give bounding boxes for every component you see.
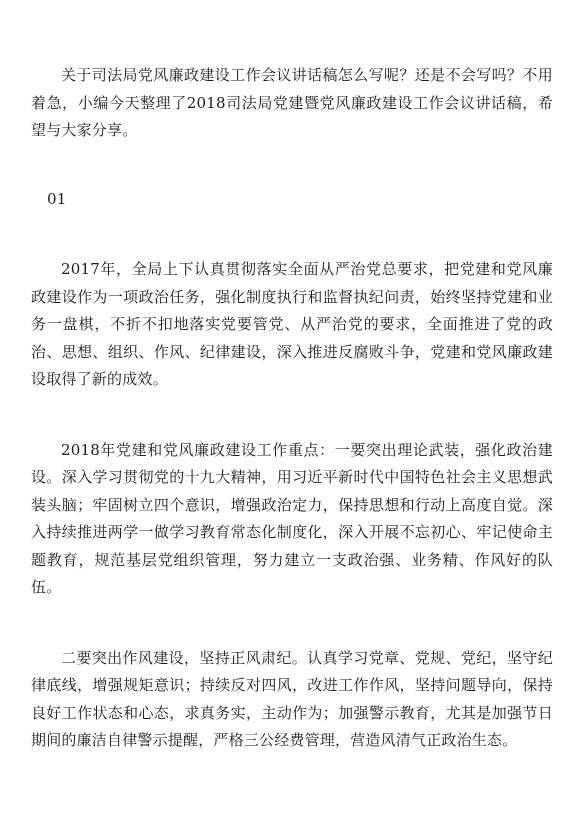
priority-one-paragraph: 2018年党建和党风廉政建设工作重点：一要突出理论武装，强化政治建设。深入学习贯彻党的十九大精神，用习近平新时代中国特色社会主义思想武装头脑；牢固树立四个意识，增强政治定力，保持思想和行动上高度自觉。深入持续推进两学一做学习教育常态化制度化，深入开展不忘初心、牢记使命主题教育，规范基层党组织管理，努力建立一支政治强、业务精、作风好的队伍。 [31,440,553,596]
document-page [31,62,553,755]
priority-two-paragraph: 二要突出作风建设，坚持正风肃纪。认真学习党章、党规、党纪，坚守纪律底线，增强规矩意识；持续反对四风，改进工作作风，坚持问题导向，保持良好工作状态和心态，求真务实，主动作为；加强警示教育，尤其是加强节日期间的廉洁自律警示提醒，严格三公经费管理，营造风清气正政治生态。 [31,648,553,749]
section-number: 01 [47,189,67,208]
intro-paragraph: 关于司法局党风廉政建设工作会议讲话稿怎么写呢？还是不会写吗？不用着急，小编今天整理了2018司法局党建暨党风廉政建设工作会议讲话稿，希望与大家分享。 [31,66,553,139]
summary-2017-paragraph: 2017年，全局上下认真贯彻落实全面从严治党总要求，把党建和党风廉政建设作为一项政治任务，强化制度执行和监督执纪问责，始终坚持党建和业务一盘棋，不折不扣地落实党要管党、从严治党的要求，全面推进了党的政治、思想、组织、作风、纪律建设，深入推进反腐败斗争，党建和党风廉政建设取得了新的成效。 [31,260,553,388]
